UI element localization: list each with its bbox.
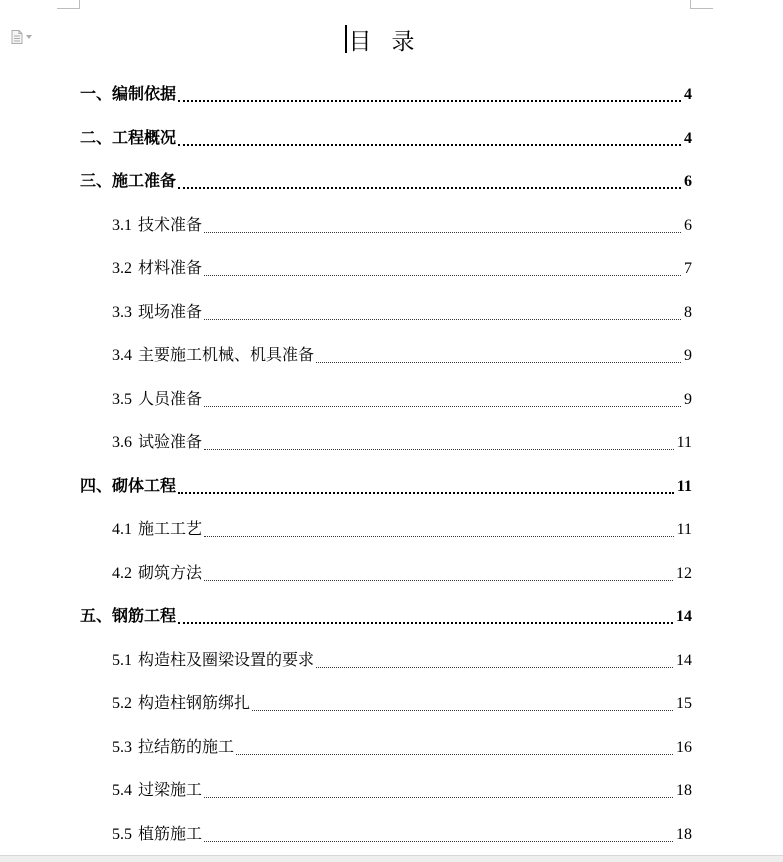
toc-entry-number: 二、 — [80, 129, 113, 147]
toc-entry-title: 钢筋工程 — [112, 608, 177, 625]
toc-entry[interactable] — [112, 649, 692, 673]
toc-dot-leader — [204, 536, 674, 537]
toc-dot-leader — [178, 622, 673, 624]
toc-entry-number: 5.2 — [112, 695, 132, 712]
toc-entry-page-number: 14 — [676, 651, 692, 669]
toc-entry-number: 3.3 — [112, 303, 132, 321]
toc-dot-leader — [204, 841, 673, 842]
toc-entry[interactable] — [112, 214, 692, 238]
toc-dot-leader — [178, 492, 674, 494]
toc-entry[interactable] — [112, 344, 692, 368]
toc-entry-page-number: 9 — [684, 347, 692, 364]
toc-entry-page-number: 15 — [676, 695, 692, 712]
toc-dot-leader — [204, 406, 681, 407]
toc-entry-number: 4.2 — [112, 564, 132, 582]
toc-entry[interactable] — [112, 518, 692, 542]
toc-entry-title: 材料准备 — [138, 260, 203, 277]
toc-entry-title: 人员准备 — [138, 390, 203, 408]
toc-dot-leader — [316, 362, 681, 363]
toc-entry-page-number: 11 — [676, 521, 692, 538]
toc-entry-title: 试验准备 — [138, 434, 203, 451]
toc-entry-number: 4.1 — [112, 521, 132, 538]
toc-entry-number: 5.1 — [112, 651, 132, 669]
toc-entry-title: 施工工艺 — [138, 521, 203, 538]
toc-entry-page-number: 14 — [676, 608, 692, 625]
toc-dot-leader — [204, 232, 681, 233]
toc-entry-title: 植筋施工 — [138, 825, 203, 843]
toc-entry-title: 工程概况 — [112, 129, 177, 147]
toc-entry-page-number: 8 — [684, 303, 692, 321]
toc-dot-leader — [178, 187, 681, 189]
toc-dot-leader — [316, 667, 673, 668]
toc-entry-number: 5.5 — [112, 825, 132, 843]
toc-dot-leader — [204, 449, 674, 450]
toc-entry-title: 现场准备 — [138, 303, 203, 321]
toc-entry-title: 砌筑方法 — [138, 564, 203, 582]
toc-entry-title: 拉结筋的施工 — [138, 738, 235, 756]
toc-entry[interactable] — [80, 127, 692, 151]
toc-entry[interactable] — [112, 779, 692, 803]
toc-dot-leader — [204, 580, 673, 581]
toc-entry-title: 技术准备 — [138, 216, 203, 234]
toc-entry-page-number: 18 — [676, 782, 692, 799]
toc-entry-page-number: 4 — [684, 86, 692, 103]
crop-mark-top-right — [690, 0, 713, 9]
toc-entry-title: 砌体工程 — [112, 477, 177, 495]
toc-entry[interactable] — [112, 823, 692, 847]
toc-entry-page-number: 18 — [676, 825, 692, 843]
toc-dot-leader — [236, 754, 673, 755]
toc-entry-title: 过梁施工 — [138, 782, 203, 799]
toc-entry-title: 构造柱钢筋绑扎 — [138, 695, 251, 712]
toc-entry[interactable] — [80, 475, 692, 499]
toc-entry[interactable] — [80, 83, 692, 107]
toc-dot-leader — [178, 144, 681, 146]
page-title: 目录 — [348, 29, 435, 54]
toc-entry-title: 主要施工机械、机具准备 — [138, 347, 315, 364]
toc-entry[interactable] — [80, 170, 692, 194]
toc-entry[interactable] — [112, 431, 692, 455]
toc-dot-leader — [204, 319, 681, 320]
toc-entry[interactable] — [112, 388, 692, 412]
toc-entry-number: 五、 — [80, 608, 113, 625]
toc-entry-page-number: 6 — [684, 216, 692, 234]
toc-entry-page-number: 4 — [684, 129, 692, 147]
toc-entry-title: 施工准备 — [112, 173, 177, 190]
toc-dot-leader — [178, 100, 681, 102]
crop-mark-top-left — [57, 0, 80, 9]
toc-entry-page-number: 16 — [676, 738, 692, 756]
toc-entry-title: 构造柱及圈梁设置的要求 — [138, 651, 315, 669]
toc-entry[interactable] — [112, 736, 692, 760]
toc-entry-number: 四、 — [80, 477, 113, 495]
toc-entry-page-number: 12 — [676, 564, 692, 582]
toc-entry-number: 3.2 — [112, 260, 132, 277]
toc-entry[interactable] — [112, 562, 692, 586]
toc-dot-leader — [252, 710, 673, 711]
toc-entry-page-number: 11 — [676, 434, 692, 451]
toc-entry[interactable] — [80, 605, 692, 629]
toc-entry[interactable] — [112, 301, 692, 325]
toc-dot-leader — [204, 797, 673, 798]
toc-entry-page-number: 9 — [684, 390, 692, 408]
toc-entry[interactable] — [112, 692, 692, 716]
toc-dot-leader — [204, 275, 681, 276]
toc-entry[interactable] — [112, 257, 692, 281]
toc-entry-number: 3.1 — [112, 216, 132, 234]
toc-entry-page-number: 6 — [684, 173, 692, 190]
toc-entry-number: 3.5 — [112, 390, 132, 408]
toc-entry-number: 3.6 — [112, 434, 132, 451]
toc-entry-page-number: 11 — [676, 477, 692, 495]
toc-entry-number: 3.4 — [112, 347, 132, 364]
toc-entry-title: 编制依据 — [112, 86, 177, 103]
toc-entry-number: 一、 — [80, 86, 113, 103]
toc-entry-number: 5.3 — [112, 738, 132, 756]
toc-entry-number: 5.4 — [112, 782, 132, 799]
toc-entry-page-number: 7 — [684, 260, 692, 277]
toc-entry-number: 三、 — [80, 173, 113, 190]
